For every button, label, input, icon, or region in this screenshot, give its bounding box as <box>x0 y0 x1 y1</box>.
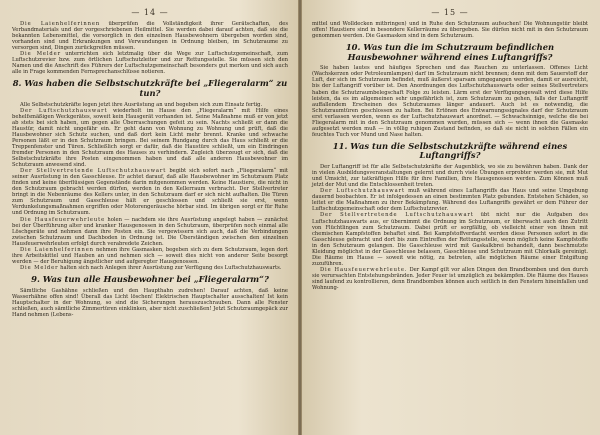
right-page <box>302 0 600 435</box>
para-body: überprüfen die Vollständigkeit ihrer Gerätschaften, des Verbandmaterials und der vorgeschriebenen Heilmittel. Sie werden dabei darauf achten, daß sie die bekannten Lebensmittel, die vorsorglich in den einzelnen Hausbewohnern übergeben worden sind, vorhanden sind und Erkrankungen und Verwundungen in Ordnung bleiben, im Schutzraume zu versorgen sind, Dingen zurückgreifen müssen. <box>12 21 289 52</box>
right-page-text <box>312 21 588 291</box>
para-lead: Die Hausfeuerwehrleute. <box>320 266 408 273</box>
para-body: Alle Selbstschutzkräfte legen jetzt ihre Ausrüstung an und begeben sich zum Einsatz fertig. <box>20 101 263 108</box>
para-body: wiederholt im Hause den „Fliegeralarm“ mit Hilfe eines behelfsmäßigen Weckgerätes, soweit kein Hausgerät vorhanden ist. Seine Maßnahme muß er von jetzt ab stets bei sich haben, um gegen alle Überraschungen gefeit zu sein. Nachts schließt er dann die Haustür, damit nicht ungefähr ein. Er geht dann von Wohnung zu Wohnung und prüft, daß die Hausbewohner sich Schutz suchen, und daß dort kein Licht mehr brennt. Kranke und schwache Personen läßt er in den Schutzraum bringen. Bei seinem Rundgang durch das Haus schließt er die Treppenfenster und Türen. Schließlich sorgt er dafür, daß die Haustüre schließt, um ein Eindringen fremder Personen in den Schutzraum des Hauses zu verhindern. Zugleich überzeugt er sich, daß die Selbstschutzkräfte ihre Posten eingenommen haben und daß alle anderen Hausbewohner im Schutzraum anwesend sind. <box>12 107 288 169</box>
para-body: Sie haben lautes und häufiges Sprechen und das Rauchen zu unterlassen. Offenes Licht (Wachskerzen oder Petroleumlampen) darf im Schutzraum nicht brennen; denn mit dem Sauerstoff der Luft, der sich im Schutzraum befindet, muß äußerst sparsam umgegangen werden, damit er ausreicht, bis der Luftangriff vorüber ist. Den Anordnungen des Luftschutzhauswarts oder seines Stellvertreters haben die Schutzraumbelegschaft Folge zu leisten. Lärm erst der Verfügungsgewalt wird diese Hilfe leisten, da es im allgemeinen sehr ungefährlich ist, zum Schutzraum zu gehen, falls der Luftangriff auffallendem Erscheinen des Schutzraumes länger andauert. Auch ist es notwendig, die Schutzraumtüren geschlossen zu halten. Bei Ertönen des Entwarnungssignales darf der Schutzraum erst verlassen werden, wenn es der Luftschutzhauswart anordnet. — Schwachsinnige, welche die bei Fliegeralarm mit in den Schutzraum genommen wurden, müssen sich — wenn ihnen die Gasmaske aufgesetzt werden muß — in völlig ruhigen Zustand befinden, so daß sie nicht in solchen Fällen ein feuchtes Tuch vor Mund und Nase halten. <box>312 65 588 138</box>
para-lead: Die Melder <box>20 264 59 271</box>
para-body: übt nicht nur die Aufgaben des Luftschutzhauswarts aus, er übernimmt die Ordnung im Schutzraum, er überwacht auch den Zutritt von Flüchtlingen zum Schutzraum. Dabei prüft er sorgfältig, ob vielleicht einer von ihnen mit chemischen Kampfstoffen behaftet sind. Bei Kampfstoffverdacht werden diese Personen sofort in die Gasschleuse gebracht und dort bis zum Eintreffen der Rettungsstelle, wenn möglich keine Kampfstoffe in den Schutzraum gelangen. Die Gasschleuse wird mit Gaskalkbrei behandelt, dann beschmutzte Kleidung möglichst in der Gasschleuse belassen, Gasschleuse und Schutzraum mit Chlorkalk gereinigt. Die Räume im Hause — soweit wie nötig, zu betreten, alle möglichen Räume einer Entgiftung zuzuführen. <box>312 212 588 267</box>
para-lead: Die Hausfeuerwehrleute <box>20 216 106 223</box>
page-number-left: — 14 — <box>131 8 169 17</box>
para-body: mittel und Wolldecken mitbringen) und in Ruhe den Schutzraum aufsuchen! Die Wohnungstür bleibt offen! Haustiere sind in besondere Kellerräume zu übergeben. Sie dürfen nicht mit in den Schutzraum genommen werden. Die Gasmasken sind in dem Schutzraum. <box>312 21 588 40</box>
section-heading-9: 9. Was tun alle Hausbewohner bei „Fliegeralarm“? <box>31 273 269 284</box>
para-lead: Die Melder <box>20 51 62 58</box>
section-heading-8: 8. Was haben die Selbstschutzkräfte bei „Fliegeralarm“ zu tun? <box>12 78 288 99</box>
para-body: Der Kampf gilt vor allen Dingen den Brandbomben und den durch sie verursachten Entstehungsbränden. Jeder Feuer ist umzüglich zu bekämpfen. Die Räume des Hauses sind laufend zu kontrollieren, denn Brandbomben können auch seitlich in den Fenstern hineinfallen und Wohnung- <box>312 266 588 292</box>
left-page <box>0 0 298 435</box>
para-body: nehmen ihre Gasmasken, begeben sich zu dem Schutzraum, legen dort ihre Arbeitskittel und Hauben an und nehmen sich — soweit dies nicht von anderer Seite besorgt werden — der Beruhigung ängstlicher und aufgeregter Hausgenossen. <box>12 246 288 265</box>
para-lead: Der Stellvertretende Luftschutzhauswart <box>20 168 167 175</box>
para-lead: Der Stellvertretende Luftschutzhauswart <box>320 212 474 219</box>
para-body: muß während eines Luftangriffs das Haus und seine Umgebung dauernd beobachten. Er ist infolgedessen an einen bestimmten Platz gebunden. Entstehen Schäden, so leitet er die Maßnahmen zu ihrer Bekämpfung. Während des Luftangriffs gewährt er dem Führer der Luftschutzgemeinschaft oder dem Luftschutzrevier. <box>312 188 588 213</box>
para-lead: Der Luftschutzhauswart <box>20 107 108 114</box>
para-body: halten sich nach Anlegen ihrer Ausrüstung zur Verfügung des Luftschutzhauswarts. <box>58 264 282 271</box>
para-lead: Die Laienhelferinnen <box>20 21 101 27</box>
para-body: holen — nachdem sie ihre Ausrüstung angelegt haben — zunächst bei der Überführung alter und kranker Hausgenossen in den Schutzraum, überprüfen noch einmal alle Löschgeräte und nehmen dann ihre Posten ein. Sie vergewissern sich auch, daß die Verbindungen zwischen Schutzraum und Dachboden in Ordnung ist. Die Überständigen zwischen den einzelnen Hausfeuerwehrleuten erfolgt durch verabredete Zeichen. <box>12 216 288 247</box>
left-page-text <box>12 21 288 318</box>
section-heading-11: 11. Was tun die Selbstschutzkräfte während eines Luftangriffs? <box>332 140 568 161</box>
para-lead: Die Laienhelferinnen <box>20 246 94 253</box>
para-lead: Der Luftschutzhauswart <box>320 188 405 195</box>
para-body: Sämtliche Gashähne schließen und den Haupthahn zudrehen! Darauf achten, daß keine Wasserhähne offen sind! Überall das Licht löschen! Elektrischen Hauptschalter ausschalten! Ist kein Hauptschalter in der Wohnung, so sind die Sicherungen herauszuschrauben. Dann alle Fenster schließen, auch sämtliche Zimmertüren einklinken, aber nicht zuschließen! Jetzt Schutzraumgepäck zur Hand nehmen (Lebens- <box>12 287 288 318</box>
para-body: unterrichten sich letztmalig über die Wege zur Luftschutzgemeinschaft, zum Luftschutzrevier bzw. zum örtlichen Luftschutzleiter und zur Rettungsstelle. Sie müssen sich den Namen und die Anschrift des Führers der Luftschutzgemeinschaft besonders gut merken und sich auch alle in Frage kommenden Fernsprechanschlüsse notieren. <box>12 51 288 76</box>
section-heading-10: 10. Was tun die im Schutzraum befindlichen Hausbewohner während eines Luftangriffs? <box>345 42 555 62</box>
para-body: Der Luftangriff ist für alle Selbstschutzkräfte der Augenblick, wo sie zu bewähren haben. Dank der in vielen Ausbildungsveranstaltungen gelernt und durch viele Übungen erprobter werden sie, mit Mut und Umsicht, zur tatkräftigen Hilfe für ihre Familien, ihre Hausgenossen werden. Zum Können muß jetzt der Mut und die Entschlossenheit treten. <box>312 164 588 189</box>
page-number-right: — 15 — <box>431 8 469 17</box>
para-body: begibt sich sofort nach „Fliegeralarm“ mit seiner Ausrüstung in den Gasschleuse. Er achtet darauf, daß alle Hausbewohner im Schutzraum Platz finden und keine überflüssigen Gegenstände darin mitgenommen werden. Keine Haustiere, die nicht in den Schutzraum gebracht werden dürfen, werden in den Kellerraum verbracht. Der Stellvertreter bringt in die Nebenräume des Kellers unter, in den Schutzraum darf er sich nicht aufhalten. Die Türen zum Schutzraum und Gasschleuse hält er geschlossen und schließt sie erst, wenn Verdunkelungsmaßnahmen ergriffen oder Motorengeräusche hörbar sind. Im übrigen sorgt er für Ruhe und Ordnung im Schutzraum. <box>12 168 288 217</box>
